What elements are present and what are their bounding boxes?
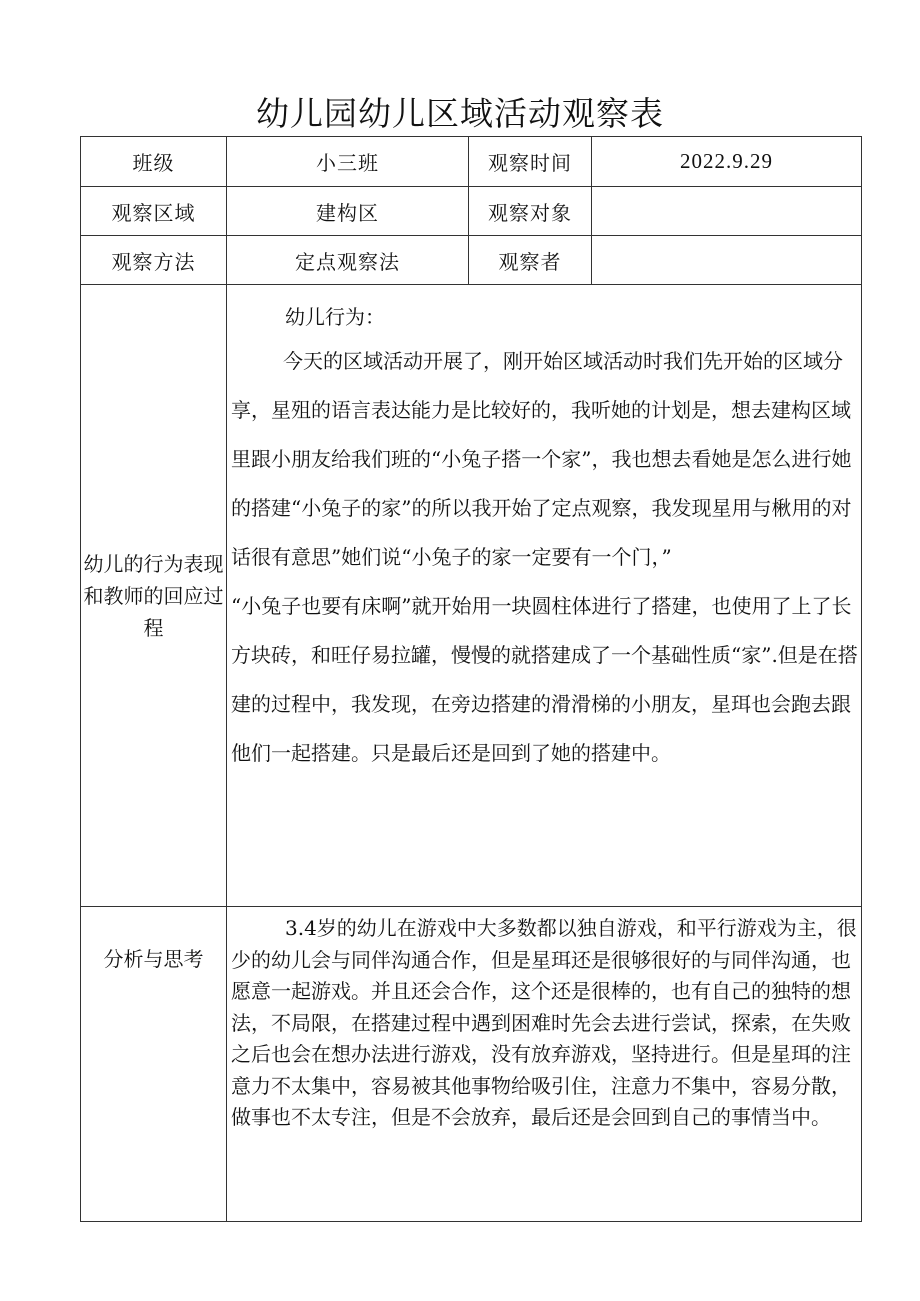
method-value: 定点观察法 [227, 236, 469, 285]
behavior-paragraph-1: 今天的区域活动开展了，刚开始区域活动时我们先开始的区域分享，星殂的语言表达能力是比较好的，我听她的计划是，想去建构区域里跟小朋友给我们班的“小兔子搭一个家”，我也想去看她是怎么进行她的搭建“小兔子的家”的所以我开始了定点观察，我发现星用与楸用的对话很有意思”她们说“小兔子的家一定要有一个门，” [231, 349, 852, 569]
target-value [592, 187, 862, 236]
area-label: 观察区域 [81, 187, 227, 236]
table-row [81, 137, 862, 187]
class-value: 小三班 [227, 137, 469, 187]
behavior-content [227, 285, 862, 907]
behavior-label: 幼儿的行为表现和教师的回应过程 [81, 285, 227, 907]
behavior-paragraph-2: “小兔子也要有床啊”就开始用一块圆柱体进行了搭建，也使用了上了长方块砖，和旺仔易拉罐，慢慢的就搭建成了一个基础性质“家”.但是在搭建的过程中，我发现，在旁边搭建的滑滑梯的小朋友，星珥也会跑去跟他们一起搭建。只是最后还是回到了她的搭建中。 [231, 594, 858, 765]
behavior-heading: 幼儿行为： [285, 305, 385, 329]
method-label: 观察方法 [81, 236, 227, 285]
page-title: 幼儿园幼儿区域活动观察表 [256, 94, 664, 133]
observer-value [592, 236, 862, 285]
class-label: 班级 [81, 137, 227, 187]
analysis-label: 分析与思考 [81, 907, 227, 1222]
time-value: 2022.9.29 [592, 137, 862, 187]
table-row [81, 236, 862, 285]
target-label: 观察对象 [469, 187, 592, 236]
table-row [81, 907, 862, 1222]
analysis-content [227, 907, 862, 1222]
table-row [81, 285, 862, 907]
observer-label: 观察者 [469, 236, 592, 285]
time-label: 观察时间 [469, 137, 592, 187]
analysis-text: 3.4岁的幼儿在游戏中大多数都以独自游戏，和平行游戏为主，很少的幼儿会与同伴沟通合作，但是星珥还是很够很好的与同伴沟通，也愿意一起游戏。并且还会合作，这个还是很棒的，也有自己的独特的想法，不局限，在搭建过程中遇到困难时先会去进行尝试，探索，在失败之后也会在想办法进行游戏，没有放弃游戏，坚持进行。但是星珥的注意力不太集中，容易被其他事物给吸引住，注意力不集中，容易分散，做事也不太专注，但是不会放弃，最后还是会回到自己的事情当中。 [231, 916, 857, 1129]
area-value: 建构区 [227, 187, 469, 236]
observation-table [80, 136, 862, 1222]
table-row [81, 187, 862, 236]
